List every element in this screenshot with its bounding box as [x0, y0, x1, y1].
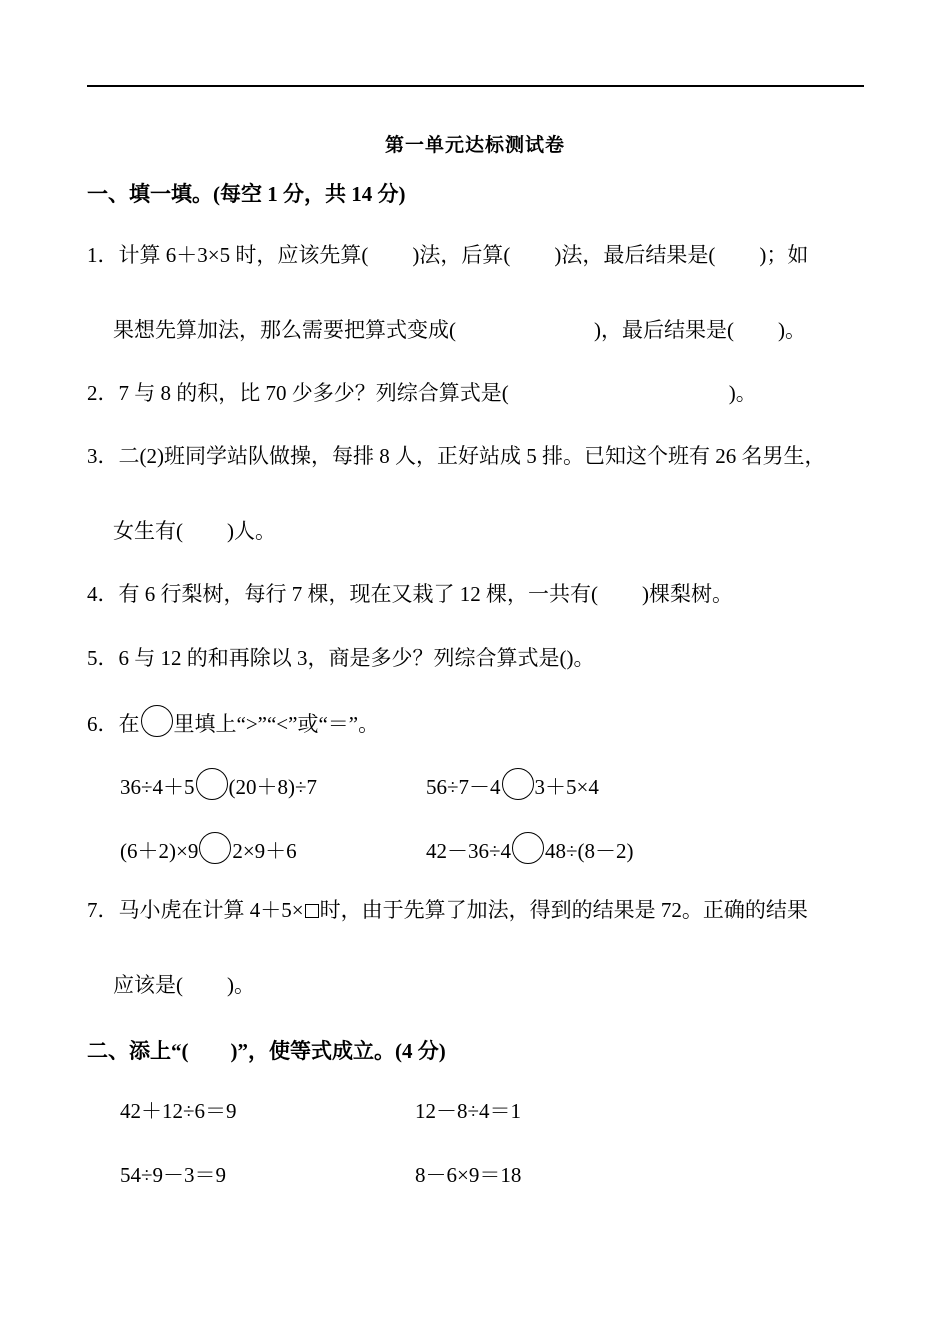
question-3-continued: 女生有( )人。	[113, 519, 276, 543]
question-number: 2．	[87, 381, 119, 405]
page-title: 第一单元达标测试卷	[384, 135, 565, 156]
equation-item[interactable]: 12－8÷4＝1	[415, 1099, 522, 1123]
compare-item: 42－36÷4 48÷(8－2)	[426, 832, 634, 866]
question-1-continued: 果想先算加法，那么需要把算式变成( )，最后结果是( )。	[113, 318, 806, 342]
square-box-icon	[305, 904, 319, 918]
question-number: 5．	[87, 646, 119, 670]
question-number: 3．	[87, 444, 119, 468]
question-number: 4．	[87, 582, 119, 606]
question-5: 5．6 与 12 的和再除以 3，商是多少？列综合算式是()。	[87, 646, 595, 670]
section-2-heading: 二、添上“( )”，使等式成立。(4 分)	[87, 1039, 446, 1063]
question-3: 3．二(2)班同学站队做操，每排 8 人，正好站成 5 排。已知这个班有 26 名男生，	[87, 444, 826, 468]
compare-circle[interactable]	[199, 832, 231, 864]
compare-circle[interactable]	[502, 768, 534, 800]
question-4: 4．有 6 行梨树，每行 7 棵，现在又栽了 12 棵，一共有( )棵梨树。	[87, 582, 733, 606]
compare-item: (6＋2)×9 2×9＋6	[120, 832, 297, 866]
question-number: 7．	[87, 898, 119, 922]
compare-circle[interactable]	[512, 832, 544, 864]
question-6: 6．在 里填上“>”“<”或“＝”。	[87, 705, 379, 739]
equation-item[interactable]: 42＋12÷6＝9	[120, 1099, 237, 1123]
section-1-heading: 一、填一填。(每空 1 分，共 14 分)	[87, 182, 406, 206]
compare-item: 56÷7－4 3＋5×4	[426, 768, 599, 802]
question-1: 1．计算 6＋3×5 时，应该先算( )法，后算( )法，最后结果是( )；如	[87, 243, 809, 267]
equation-item[interactable]: 8－6×9＝18	[415, 1163, 522, 1187]
question-number: 6．	[87, 712, 119, 736]
circle-icon	[141, 705, 173, 737]
question-number: 1．	[87, 243, 119, 267]
question-2: 2．7 与 8 的积，比 70 少多少？列综合算式是( )。	[87, 381, 757, 405]
header-rule	[87, 85, 864, 87]
question-7-continued: 应该是( )。	[113, 973, 255, 997]
question-7: 7．马小虎在计算 4＋5× 时，由于先算了加法，得到的结果是 72。正确的结果	[87, 898, 808, 922]
compare-circle[interactable]	[196, 768, 228, 800]
compare-item: 36÷4＋5 (20＋8)÷7	[120, 768, 317, 802]
equation-item[interactable]: 54÷9－3＝9	[120, 1163, 227, 1187]
